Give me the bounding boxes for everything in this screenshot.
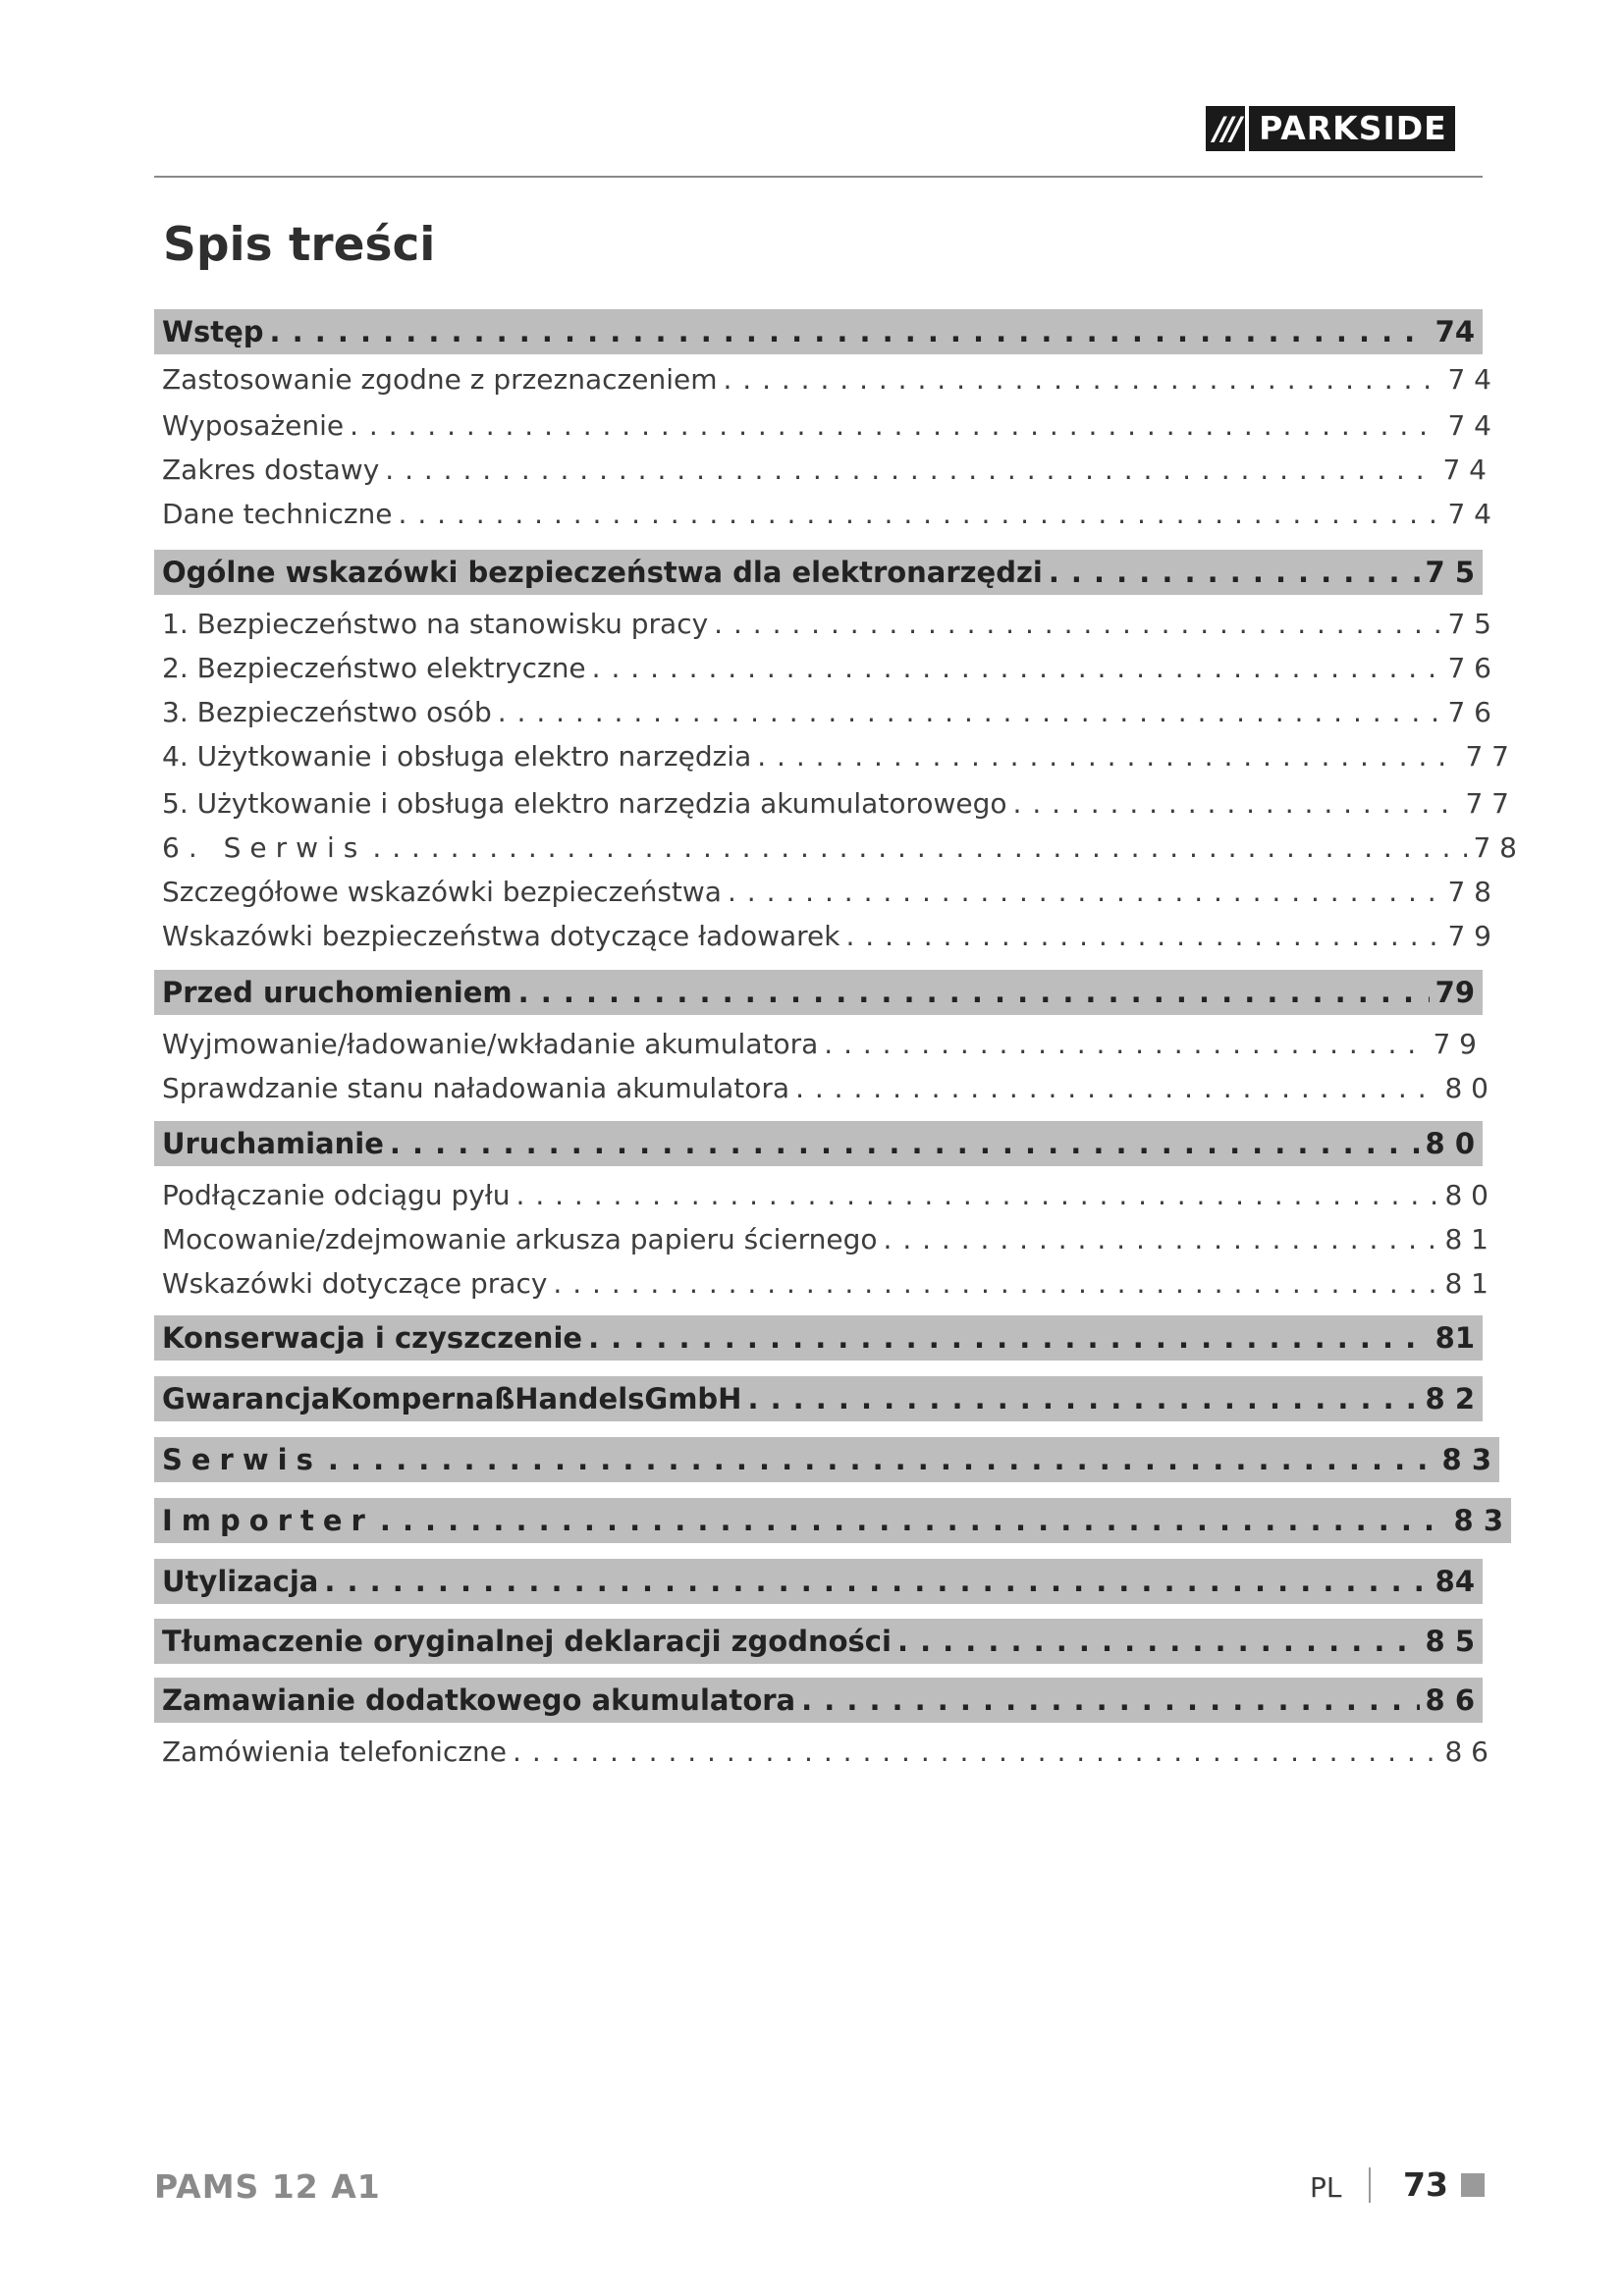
toc-subentry[interactable] [154, 359, 1499, 399]
toc-leader [801, 1683, 1419, 1717]
toc-leader [516, 1179, 1439, 1211]
toc-leader [518, 976, 1430, 1009]
toc-label: 4. Użytkowanie i obsługa elektro narzędzia [162, 739, 752, 773]
toc-subentry[interactable] [154, 736, 1517, 775]
toc-page: 8 1 [1444, 1266, 1489, 1300]
toc-subentry[interactable] [154, 1175, 1496, 1214]
toc-section[interactable] [154, 1498, 1511, 1543]
toc-subentry[interactable] [154, 692, 1499, 731]
brand-logo [1206, 106, 1455, 151]
toc-leader [897, 1625, 1420, 1658]
toc-page: 8 6 [1444, 1735, 1489, 1768]
toc-section[interactable] [154, 1315, 1483, 1361]
toc-page: 8 6 [1425, 1683, 1475, 1717]
toc-leader [385, 454, 1436, 486]
toc-leader [399, 498, 1442, 530]
toc-label: Serwis [162, 1443, 322, 1476]
toc-label: Wyjmowanie/ładowanie/wkładanie akumulatora [162, 1027, 819, 1060]
toc-page: 7 4 [1442, 453, 1487, 486]
toc-leader [350, 409, 1441, 442]
toc-leader [1013, 787, 1460, 820]
toc-leader [380, 1504, 1448, 1537]
toc-leader [728, 876, 1442, 908]
toc-section[interactable] [154, 1619, 1483, 1664]
toc-label: Zastosowanie zgodne z przeznaczeniem [162, 362, 718, 396]
toc-subentry[interactable] [154, 604, 1499, 643]
toc-page: 7 4 [1447, 408, 1491, 442]
toc-label: Zamawianie dodatkowego akumulatora [162, 1683, 796, 1717]
toc-subentry[interactable] [154, 1068, 1496, 1107]
toc-label: 2. Bezpieczeństwo elektryczne [162, 651, 586, 684]
toc-label: Przed uruchomieniem [162, 976, 513, 1009]
toc-subentry[interactable] [154, 872, 1499, 911]
brand-name: PARKSIDE [1249, 106, 1455, 151]
toc-section[interactable] [154, 970, 1483, 1015]
toc-label: Wstęp [162, 315, 264, 348]
toc-leader [714, 608, 1441, 640]
toc-leader [795, 1072, 1438, 1104]
toc-page: 8 0 [1425, 1127, 1475, 1160]
toc-label: Dane techniczne [162, 497, 393, 530]
toc-label: Wskazówki dotyczące pracy [162, 1266, 548, 1300]
toc-page: 7 5 [1447, 607, 1491, 640]
toc-leader [824, 1028, 1427, 1060]
toc-page: 81 [1435, 1321, 1475, 1355]
toc-leader [553, 1267, 1438, 1300]
header-rule [154, 176, 1483, 178]
toc-section[interactable] [154, 1437, 1499, 1482]
toc-label: Zakres dostawy [162, 453, 380, 486]
toc-section[interactable] [154, 1559, 1483, 1604]
toc-page: 7 9 [1447, 919, 1491, 952]
toc-leader [498, 696, 1442, 728]
toc-page: 7 7 [1465, 786, 1509, 820]
toc-leader [1049, 556, 1420, 589]
toc-page: 7 8 [1447, 875, 1491, 908]
toc-leader [588, 1321, 1430, 1355]
toc-page: 7 4 [1447, 362, 1491, 396]
toc-page: 8 0 [1444, 1071, 1489, 1104]
toc-page: 74 [1435, 315, 1475, 348]
toc-leader [372, 831, 1467, 864]
toc-leader [513, 1735, 1438, 1768]
toc-section[interactable] [154, 550, 1483, 595]
toc-subentry[interactable] [154, 405, 1499, 445]
toc-page: 8 3 [1453, 1504, 1503, 1537]
toc-label: Mocowanie/zdejmowanie arkusza papieru ściernego [162, 1222, 878, 1255]
toc-label: GwarancjaKompernaßHandelsGmbH [162, 1382, 742, 1415]
toc-subentry[interactable] [154, 494, 1499, 533]
toc-leader [845, 920, 1441, 952]
toc-page: 7 4 [1447, 497, 1491, 530]
toc-page: 8 0 [1444, 1178, 1489, 1211]
toc-leader [270, 315, 1430, 348]
footer-model: PAMS 12 A1 [154, 2167, 381, 2206]
toc-page: 7 8 [1473, 830, 1517, 864]
toc-label: Zamówienia telefoniczne [162, 1735, 508, 1768]
footer-separator [1369, 2167, 1371, 2203]
toc-leader [747, 1382, 1419, 1415]
toc-subentry[interactable] [154, 450, 1494, 489]
toc-subentry[interactable] [154, 648, 1499, 687]
toc-page: 84 [1435, 1565, 1475, 1598]
footer-square-icon [1461, 2173, 1485, 2197]
toc-section[interactable] [154, 1376, 1483, 1421]
toc-label: Sprawdzanie stanu naładowania akumulatora [162, 1071, 790, 1104]
toc-leader [723, 363, 1441, 396]
toc-section[interactable] [154, 1121, 1483, 1166]
toc-label: Importer [162, 1504, 374, 1537]
toc-page: 8 3 [1441, 1443, 1491, 1476]
toc-label: 6. Serwis [162, 830, 367, 864]
toc-leader [328, 1443, 1436, 1476]
toc-label: Utylizacja [162, 1565, 319, 1598]
toc-section[interactable] [154, 1678, 1483, 1723]
toc-label: 3. Bezpieczeństwo osób [162, 695, 492, 728]
toc-page: 79 [1435, 976, 1475, 1009]
toc-subentry[interactable] [154, 1732, 1496, 1771]
toc-label: 1. Bezpieczeństwo na stanowisku pracy [162, 607, 709, 640]
toc-section[interactable] [154, 309, 1483, 354]
page-title: Spis treści [163, 218, 436, 272]
toc-label: 5. Użytkowanie i obsługa elektro narzędzia akumulatorowego [162, 786, 1007, 820]
toc-page: 8 5 [1425, 1625, 1475, 1658]
toc-label: Uruchamianie [162, 1127, 384, 1160]
toc-leader [592, 652, 1442, 684]
toc-page: 7 6 [1447, 651, 1491, 684]
toc-label: Szczegółowe wskazówki bezpieczeństwa [162, 875, 722, 908]
toc-page: 7 9 [1433, 1027, 1477, 1060]
toc-subentry[interactable] [154, 1263, 1496, 1303]
toc-leader [757, 740, 1459, 773]
toc-subentry[interactable] [154, 783, 1517, 823]
toc-page: 8 2 [1425, 1382, 1475, 1415]
toc-label: Tłumaczenie oryginalnej deklaracji zgodności [162, 1625, 892, 1658]
toc-subentry[interactable] [154, 1219, 1496, 1258]
toc-label: Wskazówki bezpieczeństwa dotyczące ładowarek [162, 919, 840, 952]
toc-page: 7 5 [1425, 556, 1475, 589]
toc-label: Ogólne wskazówki bezpieczeństwa dla elektronarzędzi [162, 556, 1043, 589]
brand-slashes: /// [1206, 106, 1245, 151]
toc-page: 7 7 [1465, 739, 1509, 773]
footer-language: PL [1310, 2171, 1342, 2204]
toc-label: Konserwacja i czyszczenie [162, 1321, 583, 1355]
toc-label: Podłączanie odciągu pyłu [162, 1178, 511, 1211]
toc-leader [884, 1223, 1439, 1255]
toc-page: 8 1 [1444, 1222, 1489, 1255]
toc-leader [324, 1565, 1429, 1598]
toc-subentry[interactable] [154, 828, 1525, 867]
toc-leader [390, 1127, 1420, 1160]
toc-label: Wyposażenie [162, 408, 345, 442]
footer-page-number: 73 [1403, 2165, 1448, 2204]
toc-subentry[interactable] [154, 916, 1499, 955]
toc-page: 7 6 [1447, 695, 1491, 728]
toc-subentry[interactable] [154, 1024, 1485, 1063]
